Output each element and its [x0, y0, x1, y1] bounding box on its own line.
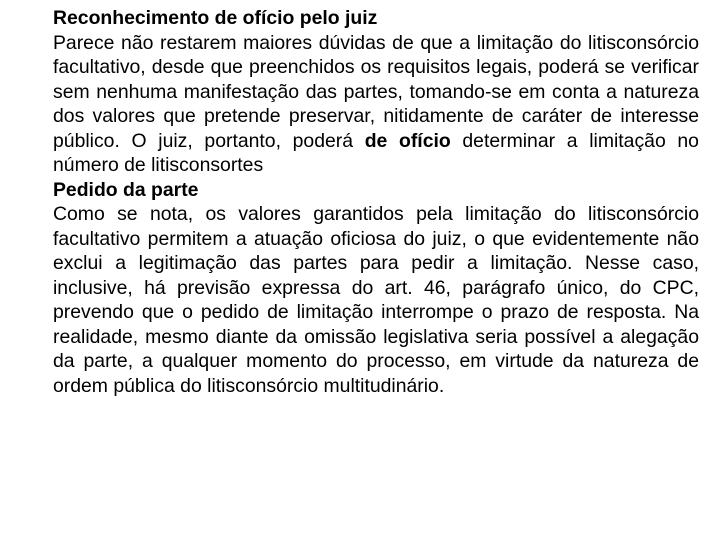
paragraph-text-end: determinar a limitação no número de litisconsortes: [53, 129, 699, 176]
emphasis-de-oficio: de ofício: [364, 129, 451, 152]
section-title-pedido: Pedido da parte: [53, 178, 199, 201]
section-title-reconhecimento: Reconhecimento de ofício pelo juiz: [53, 7, 378, 29]
document-content: [53, 6, 699, 398]
paragraph-reconhecimento: [53, 31, 699, 178]
paragraph-text: Parece não restarem maiores dúvidas de que a limitação do litisconsórcio facultativo, desde que preenchidos os requisitos legais, poderá se verificar sem nenhuma manifestação das partes, tomando-se em conta a natureza dos valores que pretende preservar, nitidamente de caráter de interesse público. O juiz, portanto, poderá: [53, 31, 699, 152]
paragraph-pedido: Como se nota, os valores garantidos pela limitação do litisconsórcio facultativo permitem a atuação oficiosa do juiz, o que evidentemente não exclui a legitimação das partes para pedir a limitação. Nesse caso, inclusive, há previsão expressa do art. 46, parágrafo único, do CPC, prevendo que o pedido de limitação interrompe o prazo de resposta. Na realidade, mesmo diante da omissão legislativa seria possível a alegação da parte, a qualquer momento do processo, em virtude da natureza de ordem pública do litisconsórcio multitudinário.: [53, 203, 699, 397]
